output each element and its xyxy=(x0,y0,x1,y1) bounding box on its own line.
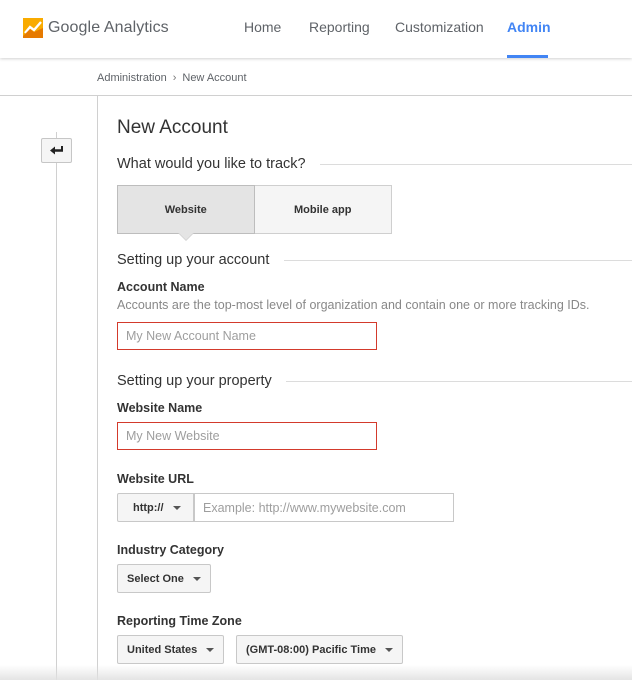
time-zone-country-value: United States xyxy=(127,643,198,656)
chevron-down-icon xyxy=(193,577,201,581)
breadcrumb-administration[interactable]: Administration xyxy=(97,72,167,84)
website-name-label: Website Name xyxy=(117,401,203,415)
section-divider xyxy=(284,260,632,261)
url-protocol-value: http:// xyxy=(133,501,164,514)
chevron-down-icon xyxy=(385,648,393,652)
section-divider xyxy=(320,164,632,165)
time-zone-label: Reporting Time Zone xyxy=(117,614,242,628)
chevron-down-icon xyxy=(206,648,214,652)
left-rail-line xyxy=(56,132,57,680)
industry-category-label: Industry Category xyxy=(117,543,224,557)
website-name-input[interactable] xyxy=(117,422,377,450)
top-header xyxy=(0,0,632,58)
chevron-down-icon xyxy=(173,506,181,510)
track-question-heading: What would you like to track? xyxy=(117,156,320,172)
time-zone-country-dropdown[interactable] xyxy=(117,635,224,664)
page-title: New Account xyxy=(117,117,228,138)
nav-admin[interactable]: Admin xyxy=(507,19,551,35)
website-url-input[interactable] xyxy=(194,493,454,522)
content-left-border xyxy=(97,96,98,680)
active-tab-indicator xyxy=(507,55,548,58)
mobile-app-option-button[interactable]: Mobile app xyxy=(255,185,393,234)
section-divider xyxy=(286,381,632,382)
breadcrumb-separator-icon: › xyxy=(172,72,177,84)
time-zone-dropdown[interactable] xyxy=(236,635,403,664)
breadcrumb-new-account: New Account xyxy=(182,72,247,84)
industry-category-dropdown[interactable] xyxy=(117,564,211,593)
analytics-logo-icon xyxy=(23,18,43,38)
time-zone-value: (GMT-08:00) Pacific Time xyxy=(246,643,377,656)
account-name-label: Account Name xyxy=(117,280,205,294)
back-button[interactable] xyxy=(41,138,72,163)
industry-category-value: Select One xyxy=(127,572,184,585)
account-name-help: Accounts are the top-most level of organization and contain one or more tracking IDs. xyxy=(117,298,590,312)
bottom-fade xyxy=(0,665,632,680)
google-analytics-logo[interactable] xyxy=(23,18,169,38)
brand-name: Google Analytics xyxy=(48,19,169,36)
property-section-heading: Setting up your property xyxy=(117,373,286,389)
url-protocol-dropdown[interactable] xyxy=(117,493,194,522)
track-type-toggle xyxy=(117,185,392,234)
nav-customization[interactable]: Customization xyxy=(395,19,484,35)
website-url-label: Website URL xyxy=(117,472,194,486)
nav-reporting[interactable]: Reporting xyxy=(309,19,370,35)
account-name-input[interactable] xyxy=(117,322,377,350)
website-option-button[interactable]: Website xyxy=(117,185,255,234)
account-section-heading: Setting up your account xyxy=(117,252,283,268)
back-arrow-icon xyxy=(49,145,64,156)
nav-home[interactable]: Home xyxy=(244,19,282,35)
selection-pointer-fill xyxy=(179,233,193,240)
breadcrumb-bar xyxy=(0,58,632,96)
breadcrumb xyxy=(97,72,247,84)
